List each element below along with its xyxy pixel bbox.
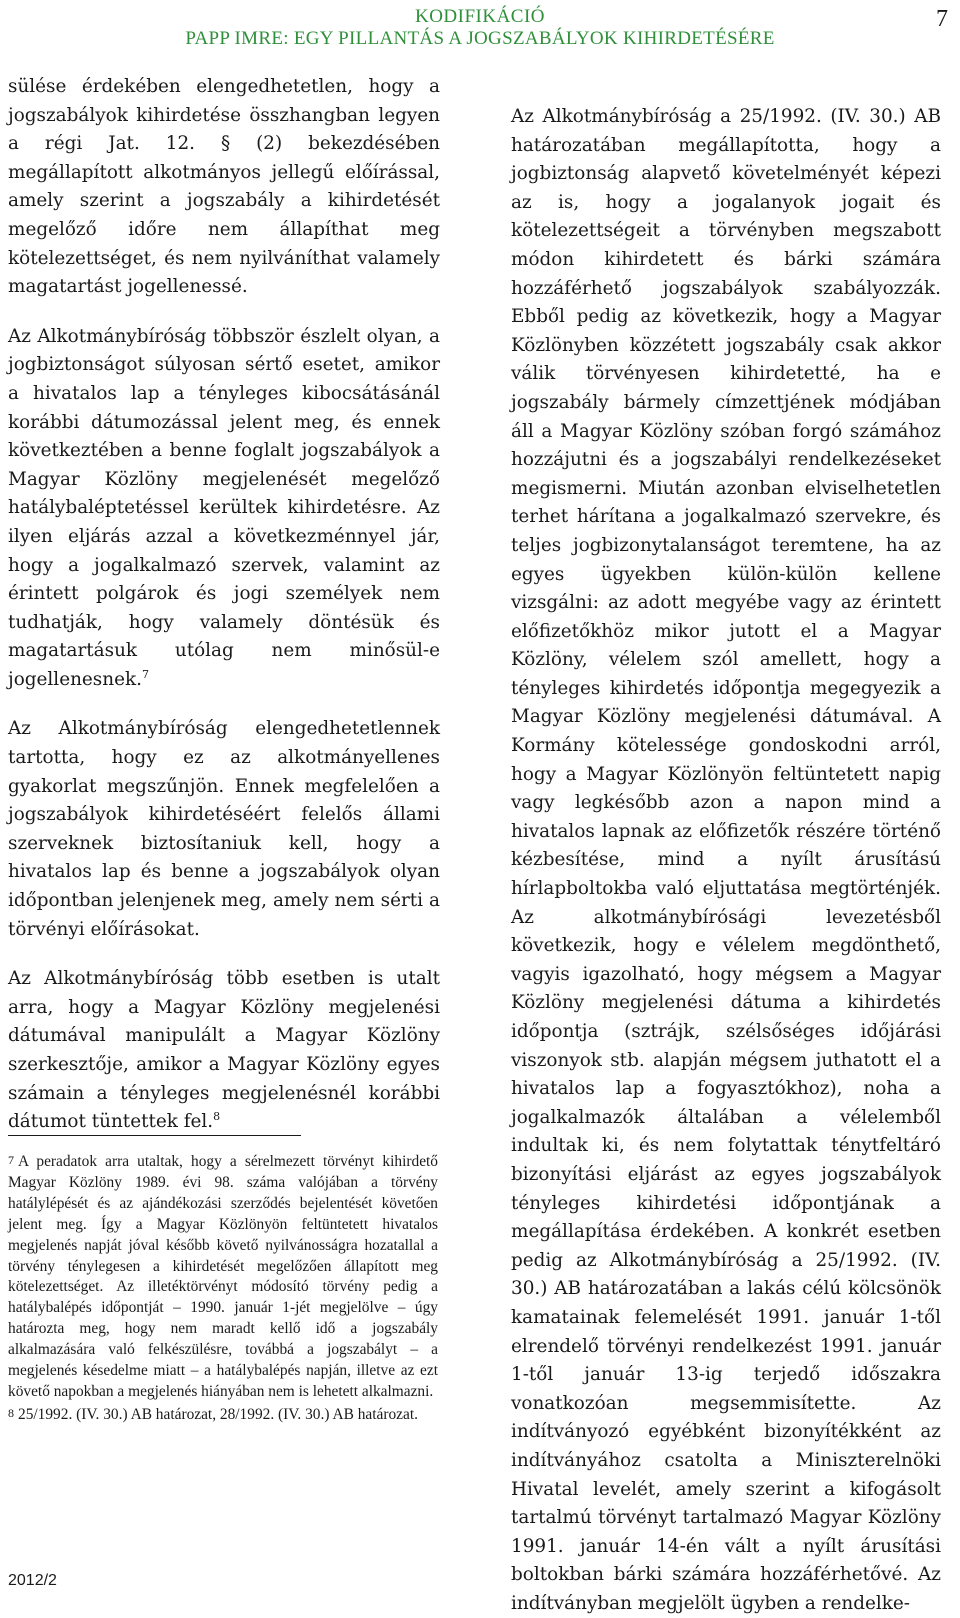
footnote-text: A peradatok arra utaltak, hogy a sérelmezett törvényt kihirdető Magyar Közlöny 1989. évi 98. száma valójában a törvény hatálylépését és az ajándékozási szerződés bejelentését követően jelent meg. Így a Magyar Közlönyön feltüntetett hivatalos megjelenés napját jóval később követő nyilvánosságra hozatallal a törvény ténylegesen a kihirdetését megelőzően állapított meg kötelezettséget. Az illetéktörvényt módosító törvény pedig a hatálybalépés időpontját – 1990. január 1-jét megjelölve – úgy határozta meg, hogy nem maradt kellő idő a jogszabály alkalmazására való felkészülésre, továbbá a jogszabályt – a megjelenés késedelme miatt – a hatálybalépés napján, illetve az ezt követő napokban a megjelenés hiányában nem is lehetett alkalmazni. (8, 1153, 438, 1400)
running-header (0, 2, 960, 52)
right-column (511, 103, 941, 1618)
footnote-text: 25/1992. (IV. 30.) AB határozat, 28/1992. (IV. 30.) AB határozat. (18, 1405, 418, 1423)
footnote (8, 1150, 438, 1403)
paragraph: Az Alkotmánybíróság elengedhetetlennek tartotta, hogy ez az alkotmányellenes gyakorlat megszűnjön. Ennek megfelelően a jogszabályok kihirdetéséért felelős állami szerveknek biztosítaniuk kell, hogy a hivatalos lap és benne a jogszabályok olyan időpontban jelenjenek meg, amely nem sérti a törvényi előírásokat. (8, 718, 440, 940)
footnote-number: 7 (8, 1153, 14, 1167)
footnote (8, 1403, 438, 1426)
paragraph (8, 323, 440, 695)
footnote-ref[interactable]: 8 (213, 1110, 221, 1124)
footnotes (8, 1150, 438, 1426)
issue-number: 2012/2 (8, 1572, 57, 1589)
paragraph: Az Alkotmánybíróság a 25/1992. (IV. 30.) AB határozatában megállapította, hogy a jogbiztonság alapvető követelményét képezi az is, hogy a jogalanyok jogait és kötelezettségeit a törvényben megszabott módon kihirdetett és bárki számára hozzáférhető jogszabályok szabályozzák. Ebből pedig az következik, hogy a Magyar Közlönyben közzétett jogszabály csak akkor válik törvényesen kihirdetetté, ha e jogszabály bármely címzettjének módjában áll a Magyar Közlöny szóban forgó számához hozzájutni és a jogszabályi rendelkezéseket megismerni. Miután azonban elviselhetetlen terhet hárítana a jogalkalmazó szervekre, és teljes jogbizonytalanságot teremtene, ha az egyes ügyekben külön-külön kellene vizsgálni: az adott megyébe vagy az érintett előfizetőkhöz mikor jutott el a Magyar Közlöny, vélelem szól amellett, hogy a tényleges kihirdetés időpontja megegyezik a Magyar Közlöny megjelenési dátumával. A Kormány kötelessége gondoskodni arról, hogy a Magyar Közlönyön feltüntetett napig vagy legkésőbb azon a napon mind a hivatalos lapnak az előfizetők részére történő kézbesítése, mind a nyílt árusítású hírlapboltokba való eljuttatása megtörténjék. Az alkotmánybírósági levezetésből következik, hogy e vélelem megdönthető, vagyis igazolható, hogy mégsem a Magyar Közlöny megjelenési dátuma a kihirdetés időpontja (sztrájk, szélsőséges időjárási viszonyok stb. alapján mégsem juthatott el a hivatalos lap a fogyasztókhoz), noha a jogalkalmazók általában a vélelemből indultak ki, és nem folytattak ténytfeltáró bizonyítási eljárást az egyes jogszabályok tényleges kihirdetési időpontjának a megállapítása érdekében. A konkrét esetben pedig az Alkotmánybíróság a 25/1992. (IV. 30.) AB határozatában a lakás célú kölcsönök kamatainak felemelését 1991. január 1-től elrendelő törvényi rendelkezést 1991. január 1-től január 13-ig terjedő időszakra vonatkozóan megsemmisítette. Az indítványozó egyébként bizonyítékként az indítványához csatolta a Miniszterelnöki Hivatal levelét, amely szerint a kifogásolt tartalmú törvényt tartalmazó Magyar Közlöny 1991. január 14-én vált a nyílt árusítási boltokban bárki számára hozzáférhetővé. Az indítványban megjelölt ügyben a rendelke- (511, 106, 941, 1614)
article-title: PAPP IMRE: EGY PILLANTÁS A JOGSZABÁLYOK KIHIRDETÉSÉRE (185, 28, 775, 49)
footnote-number: 8 (8, 1405, 14, 1420)
footnote-ref[interactable]: 7 (141, 667, 149, 681)
paragraph (8, 965, 440, 1137)
paragraph-text: Az Alkotmánybíróság több esetben is utalt arra, hogy a Magyar Közlöny megjelenési dátumával manipulált a Magyar Közlöny szerkesztője, amikor a Magyar Közlöny egyes számain a tényleges megjelenésnél korábbi dátumot tüntettek fel. (8, 968, 440, 1133)
paragraph: sülése érdekében elengedhetetlen, hogy a jogszabályok kihirdetése összhangban legyen a régi Jat. 12. § (2) bekezdésében megállapított alkotmányos jellegű előírással, amely szerint a jogszabály a kihirdetését megelőző időre nem állapíthat meg kötelezettséget, és nem nyilváníthat valamely magatartást jogellenessé. (8, 76, 440, 298)
left-column (8, 73, 440, 1158)
footnote-divider (8, 1135, 301, 1136)
section-title: KODIFIKÁCIÓ (414, 6, 546, 27)
page-number: 7 (936, 6, 948, 32)
paragraph-text: Az Alkotmánybíróság többször észlelt olyan, a jogbiztonságot súlyosan sértő esetet, amikor a hivatalos lap a tényleges kibocsátásánál korábbi dátumozással jelent meg, és ennek következtében a benne foglalt jogszabályok a Magyar Közlöny megjelenését megelőző hatálybaléptetéssel kerültek kihirdetésre. Az ilyen eljárás azzal a következménnyel jár, hogy a jogalkalmazó szervek, valamint az érintett polgárok és jogi személyek nem tudhatják, hogy valamely döntésük és magatartásuk utólag nem minősül-e jogellenesnek. (8, 325, 440, 690)
